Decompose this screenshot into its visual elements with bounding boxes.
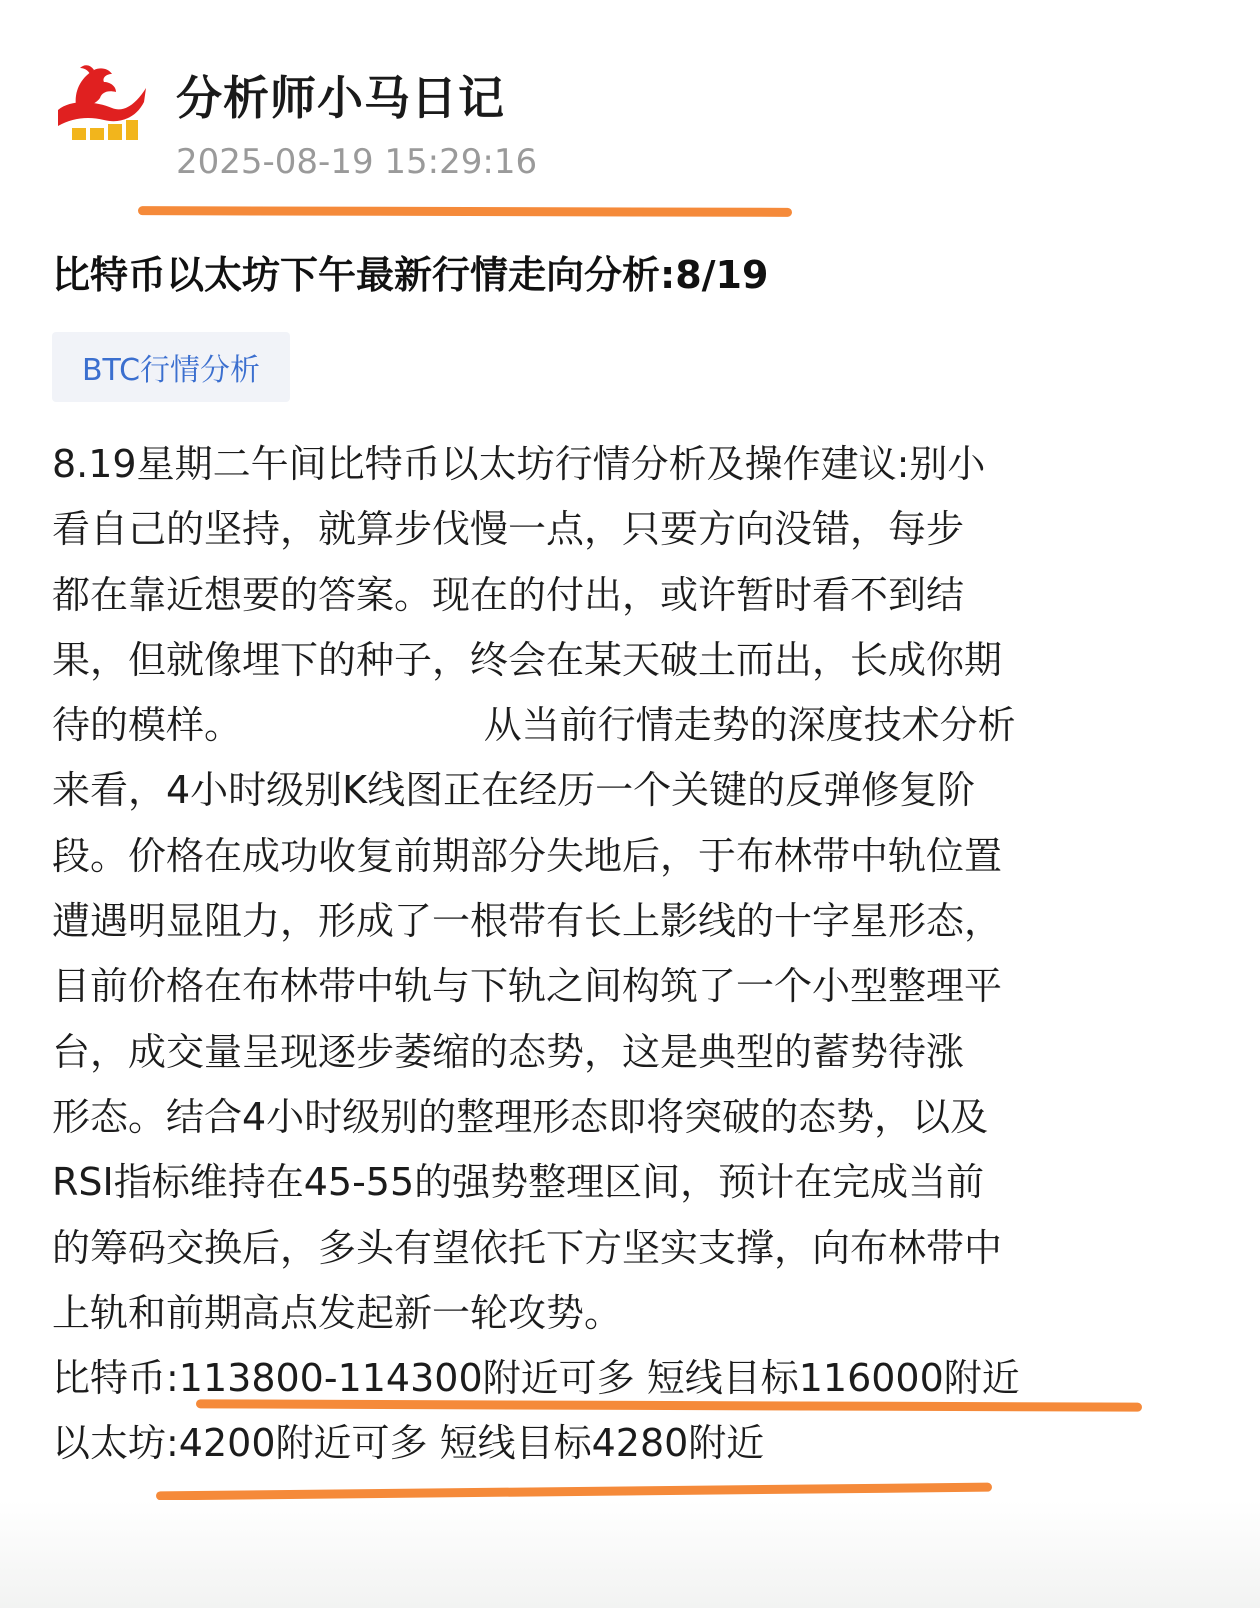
post-content xyxy=(52,432,1222,1477)
content-line: 看自己的坚持，就算步伐慢一点，只要方向没错，每步 xyxy=(52,507,965,552)
post-header xyxy=(0,0,1260,230)
red-horse-logo-icon[interactable] xyxy=(50,58,150,148)
content-line: 台，成交量呈现逐步萎缩的态势，这是典型的蓄势待涨 xyxy=(52,1029,965,1074)
bottom-fade xyxy=(0,1500,1260,1608)
content-line: 的筹码交换后，多头有望依托下方坚实支撑，向布林带中 xyxy=(52,1225,1003,1270)
highlight-stroke xyxy=(156,1483,992,1501)
topic-tag[interactable]: BTC行情分析 xyxy=(52,332,290,402)
content-line: 8.19星期二午间比特币以太坊行情分析及操作建议:别小 xyxy=(52,442,986,486)
content-line: 目前价格在布林带中轨与下轨之间构筑了一个小型整理平 xyxy=(52,964,1003,1009)
content-line: 来看，4小时级别K线图正在经历一个关键的反弹修复阶 xyxy=(52,768,976,813)
content-line: RSI指标维持在45-55的强势整理区间，预计在完成当前 xyxy=(52,1160,985,1205)
btc-trade-line: 比特币:113800-114300附近可多 短线目标116000附近 xyxy=(52,1356,1020,1401)
highlight-stroke xyxy=(138,206,792,217)
author-name[interactable]: 分析师小马日记 xyxy=(176,71,505,125)
content-line: 段。价格在成功收复前期部分失地后，于布林带中轨位置 xyxy=(52,833,1003,878)
content-line: 待的模样。 从当前行情走势的深度技术分析 xyxy=(52,703,1016,748)
content-line: 果，但就像埋下的种子，终会在某天破土而出，长成你期 xyxy=(52,637,1003,682)
content-line: 都在靠近想要的答案。现在的付出，或许暂时看不到结 xyxy=(52,572,965,617)
post-title: 比特币以太坊下午最新行情走向分析:8/19 xyxy=(52,253,769,297)
content-line: 形态。结合4小时级别的整理形态即将突破的态势，以及 xyxy=(52,1094,989,1139)
content-line: 上轨和前期高点发起新一轮攻势。 xyxy=(52,1290,623,1335)
post-timestamp: 2025-08-19 15:29:16 xyxy=(176,142,538,182)
content-line: 遭遇明显阻力，形成了一根带有长上影线的十字星形态， xyxy=(52,899,1003,944)
eth-trade-line: 以太坊:4200附近可多 短线目标4280附近 xyxy=(52,1421,765,1466)
